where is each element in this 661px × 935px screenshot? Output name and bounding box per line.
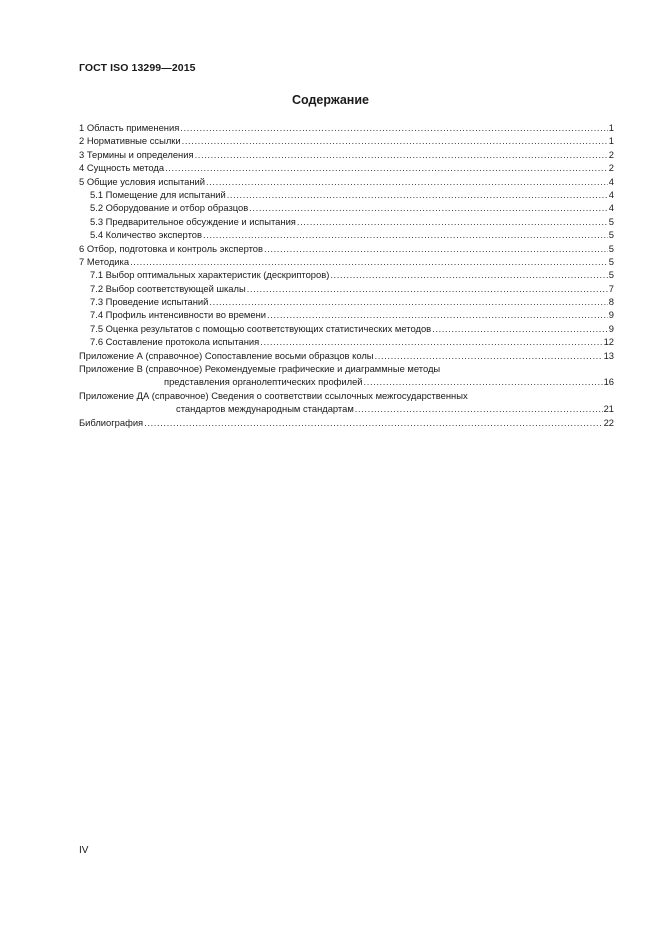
toc-entry-text: Приложение А (справочное) Сопоставление восьми образцов колы	[79, 349, 374, 361]
toc-dot-leader	[247, 282, 608, 295]
toc-page-number: 16	[603, 376, 614, 388]
toc-entry[interactable]	[79, 188, 614, 201]
toc-page-number: 2	[608, 148, 614, 160]
toc-dot-leader	[195, 148, 608, 161]
toc-entry-bibliography[interactable]	[79, 416, 614, 429]
table-of-contents	[79, 121, 614, 429]
toc-entry[interactable]	[79, 308, 614, 321]
toc-entry[interactable]	[79, 228, 614, 241]
toc-entry-text: 5.4 Количество экспертов	[90, 229, 202, 241]
toc-entry[interactable]	[79, 322, 614, 335]
page-number-footer: IV	[79, 845, 89, 856]
toc-dot-leader	[249, 201, 608, 214]
toc-entry[interactable]	[79, 161, 614, 174]
toc-entry-appendix-da-line2[interactable]	[79, 402, 614, 415]
toc-entry[interactable]	[79, 268, 614, 281]
toc-dot-leader	[209, 295, 607, 308]
toc-entry[interactable]	[79, 148, 614, 161]
toc-entry[interactable]	[79, 295, 614, 308]
toc-page-number: 4	[608, 202, 614, 214]
toc-entry-text: представления органолептических профилей	[164, 376, 363, 388]
toc-page-number: 9	[608, 322, 614, 334]
toc-entry-text: 7 Методика	[79, 255, 130, 267]
toc-page-number: 4	[608, 188, 614, 200]
toc-dot-leader	[375, 349, 603, 362]
toc-page-number: 1	[608, 135, 614, 147]
toc-entry[interactable]	[79, 335, 614, 348]
toc-dot-leader	[432, 322, 608, 335]
page-title: Содержание	[291, 93, 369, 107]
toc-page-number: 4	[608, 175, 614, 187]
toc-entry-text: 7.6 Составление протокола испытания	[90, 336, 260, 348]
toc-entry[interactable]	[79, 175, 614, 188]
toc-entry[interactable]	[79, 255, 614, 268]
toc-page-number: 5	[608, 242, 614, 254]
toc-dot-leader	[355, 402, 603, 415]
toc-page-number: 2	[608, 162, 614, 174]
toc-dot-leader	[227, 188, 608, 201]
toc-page-number: 9	[608, 309, 614, 321]
toc-entry-text: 7.4 Профиль интенсивности во времени	[90, 309, 267, 321]
toc-entry-text: 7.2 Выбор соответствующей шкалы	[90, 282, 246, 294]
toc-entry-text: 1 Область применения	[79, 121, 180, 133]
toc-page-number: 21	[603, 403, 614, 415]
toc-entry-text: 5 Общие условия испытаний	[79, 175, 205, 187]
toc-dot-leader	[144, 416, 602, 429]
toc-dot-leader	[182, 134, 608, 147]
toc-dot-leader	[260, 335, 602, 348]
toc-dot-leader	[297, 215, 608, 228]
toc-entry-text: 2 Нормативные ссылки	[79, 135, 181, 147]
toc-dot-leader	[206, 175, 608, 188]
toc-page-number: 7	[608, 282, 614, 294]
toc-entry-text: 7.3 Проведение испытаний	[90, 296, 209, 308]
document-header: ГОСТ ISO 13299—2015	[79, 62, 196, 74]
toc-entry-text: 3 Термины и определения	[79, 148, 194, 160]
toc-entry-text: Библиография	[79, 416, 144, 428]
toc-page-number: 8	[608, 296, 614, 308]
toc-entry-text: 5.2 Оборудование и отбор образцов	[90, 202, 249, 214]
toc-page-number: 5	[608, 229, 614, 241]
toc-page-number: 1	[608, 121, 614, 133]
toc-entry-appendix-da-line1[interactable]	[79, 389, 614, 402]
toc-dot-leader	[165, 161, 608, 174]
toc-page-number: 13	[603, 349, 614, 361]
toc-entry[interactable]	[79, 121, 614, 134]
toc-entry-text: 5.1 Помещение для испытаний	[90, 188, 226, 200]
toc-entry[interactable]	[79, 242, 614, 255]
toc-entry-text: 7.1 Выбор оптимальных характеристик (дескрипторов)	[90, 269, 330, 281]
toc-entry-text: 6 Отбор, подготовка и контроль экспертов	[79, 242, 263, 254]
toc-entry-text: 5.3 Предварительное обсуждение и испытания	[90, 215, 296, 227]
toc-entry[interactable]	[79, 201, 614, 214]
toc-entry-appendix-b-line2[interactable]	[79, 375, 614, 388]
toc-entry-text: 4 Сущность метода	[79, 162, 165, 174]
toc-dot-leader	[267, 308, 608, 321]
toc-page-number: 22	[603, 416, 614, 428]
toc-dot-leader	[180, 121, 607, 134]
toc-page-number: 5	[608, 269, 614, 281]
toc-dot-leader	[203, 228, 608, 241]
toc-dot-leader	[330, 268, 607, 281]
toc-entry-text: Приложение В (справочное) Рекомендуемые графические и диаграммные методы	[79, 363, 441, 375]
toc-entry-text: Приложение ДА (справочное) Сведения о соответствии ссылочных межгосударственных	[79, 389, 468, 401]
toc-page-number: 5	[608, 255, 614, 267]
toc-entry[interactable]	[79, 282, 614, 295]
toc-entry-appendix-b-line1[interactable]	[79, 362, 614, 375]
toc-entry[interactable]	[79, 349, 614, 362]
toc-dot-leader	[264, 242, 608, 255]
toc-entry-text: стандартов международным стандартам	[176, 403, 354, 415]
toc-entry-text: 7.5 Оценка результатов с помощью соответствующих статистических методов	[90, 322, 432, 334]
toc-page-number: 12	[603, 336, 614, 348]
toc-dot-leader	[130, 255, 608, 268]
toc-page-number: 5	[608, 215, 614, 227]
toc-entry[interactable]	[79, 134, 614, 147]
toc-entry[interactable]	[79, 215, 614, 228]
toc-dot-leader	[364, 375, 603, 388]
